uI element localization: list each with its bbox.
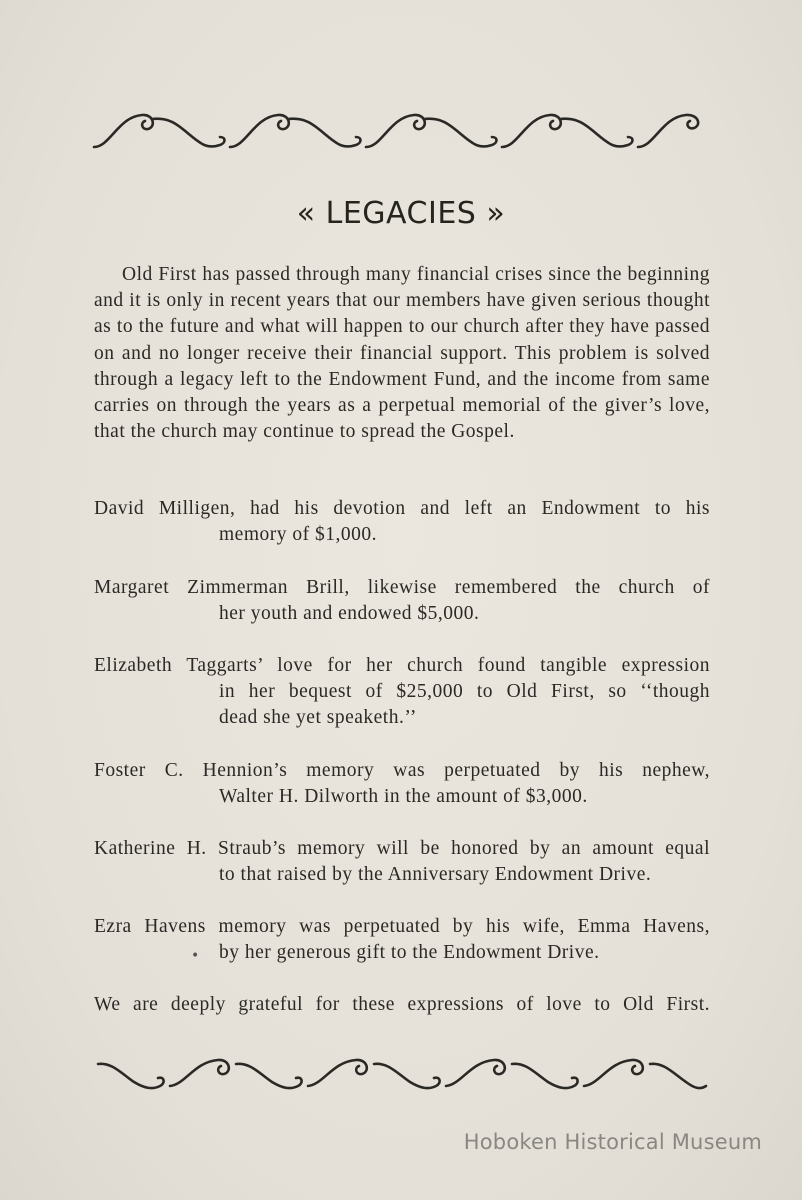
legacy-entry-milligen — [94, 496, 710, 548]
entry-continuation: her youth and endowed $5,000. — [219, 603, 480, 625]
entry-lead: Ezra Havens memory was perpetuated by his wife, Emma Havens, — [94, 916, 710, 937]
entry-lead: David Milligen, had his devotion and left an Endowment to his — [94, 498, 710, 519]
entry-continuation: dead she yet speaketh.’’ — [219, 707, 417, 729]
bullet-mark: • — [191, 948, 200, 964]
entry-continuation: in her bequest of $25,000 to Old First, so ‘‘though — [219, 681, 710, 703]
intro-paragraph: Old First has passed through many financial crises since the beginning and it is only in recent years that our members have given serious thought as to the future and what will happen to our church after they have passed on and no longer receive their financial support. This problem is solved through a legacy left to the Endowment Fund, and the income from same carries on through the years as a perpetual memorial of the giver’s love, that the church may continue to spread the Gospel. — [94, 264, 710, 443]
legacy-entry-straub — [94, 836, 710, 888]
entry-continuation: memory of $1,000. — [219, 524, 377, 546]
museum-watermark: Hoboken Historical Museum — [463, 1130, 762, 1154]
legacy-entry-havens — [94, 914, 710, 966]
entry-lead: Elizabeth Taggarts’ love for her church found tangible expression — [94, 655, 710, 676]
closing-line: We are deeply grateful for these expressions of love to Old First. — [94, 994, 710, 1015]
entry-continuation: Walter H. Dilworth in the amount of $3,000. — [219, 786, 588, 808]
page-title: « LEGACIES » — [296, 196, 506, 231]
entry-lead: Katherine H. Straub’s memory will be honored by an amount equal — [94, 838, 710, 859]
legacy-entry-hennion — [94, 758, 710, 810]
entry-lead: Foster C. Hennion’s memory was perpetuated by his nephew, — [94, 760, 710, 781]
legacy-entry-taggarts — [94, 653, 710, 732]
legacy-entry-brill — [94, 575, 710, 627]
entry-continuation: to that raised by the Anniversary Endowment Drive. — [219, 864, 652, 886]
bottom-flourish-ornament — [90, 1050, 714, 1100]
top-flourish-ornament — [90, 105, 714, 155]
entry-continuation: by her generous gift to the Endowment Drive. — [219, 942, 600, 964]
entry-lead: Margaret Zimmerman Brill, likewise remembered the church of — [94, 577, 710, 598]
